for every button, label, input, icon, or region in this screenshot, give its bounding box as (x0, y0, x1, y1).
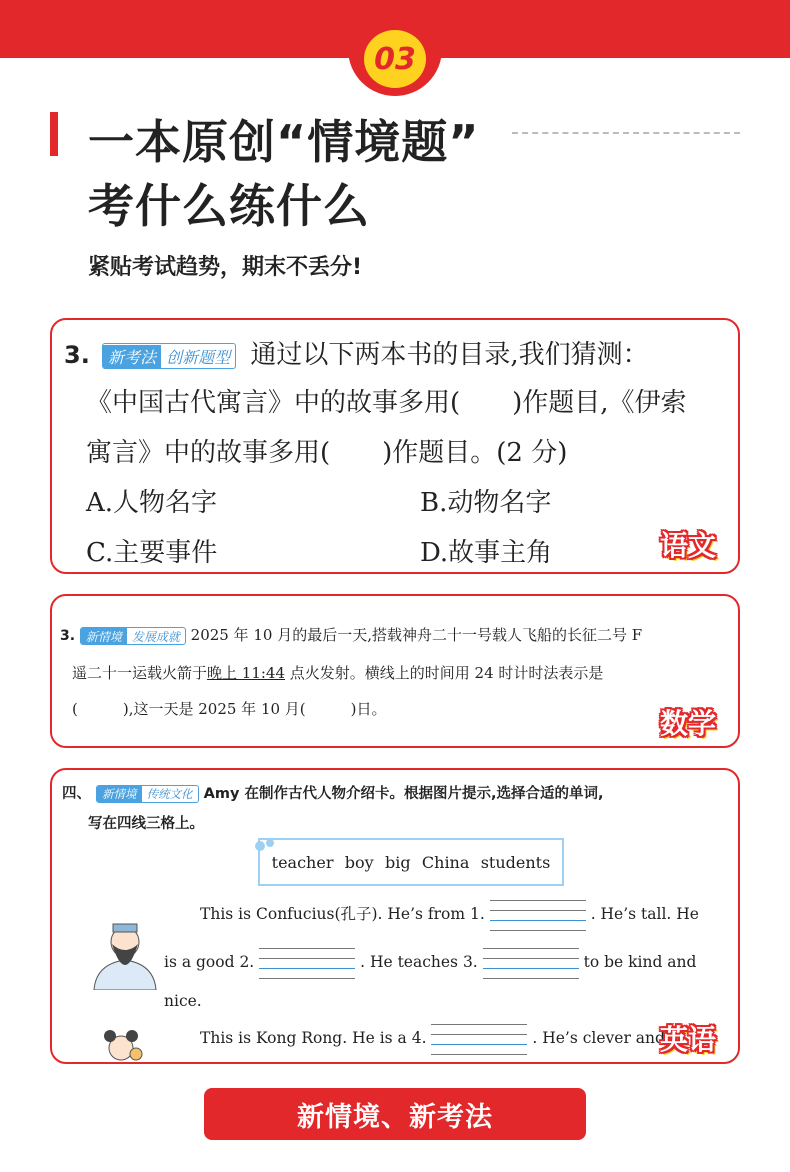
tag-right: 传统文化 (146, 787, 193, 801)
word-option: big (384, 852, 411, 872)
question-text-1: 2025 年 10 月的最后一天,搭载神舟二十一号载人飞船的长征二号 F (190, 626, 643, 644)
text-segment: 遥二十一运载火箭于 (72, 664, 208, 682)
question-text-3: 寓言》中的故事多用( )作题目。(2 分) (86, 438, 568, 468)
tag-right: 发展成就 (131, 629, 180, 644)
answer-blank-2[interactable] (259, 944, 355, 982)
question-number: 3. (60, 628, 76, 644)
answer-blank-1[interactable] (490, 896, 586, 934)
confucius-portrait-icon (88, 920, 162, 990)
sentence-text: . He’s clever and k (532, 1029, 680, 1047)
title-dashed-divider (512, 132, 740, 134)
word-option: China (421, 852, 470, 872)
english-question-card (50, 768, 740, 1064)
question-text-2: 写在四线三格上。 (88, 816, 204, 832)
sentence-text: to be kind and (583, 953, 697, 971)
question-tag (102, 343, 236, 369)
question-line (62, 782, 603, 803)
subject-label-chinese: 语文 (660, 529, 717, 562)
subject-label-english: 英语 (660, 1023, 717, 1056)
sentence-text: This is Confucius(孔子). He’s from 1. (200, 905, 485, 923)
math-question-card (50, 594, 740, 748)
new-context-button[interactable]: 新情境、新考法 (204, 1088, 586, 1140)
sentence-3: nice. (164, 992, 202, 1010)
title-accent-bar (50, 112, 58, 156)
question-tag (96, 785, 199, 803)
question-text-2 (72, 662, 603, 683)
tag-right: 创新题型 (166, 347, 231, 367)
option-d: D.故事主角 (420, 538, 553, 568)
page-subtitle: 紧贴考试趋势，期末不丢分! (88, 255, 363, 280)
page-title-line1: 一本原创“情境题” (88, 115, 480, 169)
word-bank (258, 838, 564, 886)
question-line (64, 334, 649, 371)
question-text-3: ( ),这一天是 2025 年 10 月( )日。 (72, 700, 387, 718)
question-number: 四、 (62, 786, 91, 802)
tag-left: 新考法 (103, 345, 161, 368)
number-badge: 03 (364, 30, 426, 88)
flower-decoration-icon (252, 836, 278, 856)
sentence-text: . He teaches 3. (360, 953, 478, 971)
page-title-line2: 考什么练什么 (88, 179, 370, 233)
kong-rong-portrait-icon (98, 1028, 144, 1062)
underlined-time: 晚上 11:44 (207, 664, 286, 682)
question-tag (80, 627, 186, 645)
word-option: boy (344, 852, 374, 872)
sentence-4 (200, 1020, 679, 1058)
answer-blank-3[interactable] (483, 944, 579, 982)
tag-left: 新情境 (97, 786, 142, 802)
sentence-text: . He’s tall. He (590, 905, 699, 923)
sentence-1 (200, 896, 699, 934)
sentence-2 (164, 944, 696, 982)
question-text-1: Amy 在制作古代人物介绍卡。根据图片提示,选择合适的单词, (203, 786, 604, 802)
word-option: teacher (271, 852, 334, 872)
text-segment: 点火发射。横线上的时间用 24 时计时法表示是 (285, 664, 604, 682)
option-a: A.人物名字 (86, 488, 218, 518)
question-text-1: 通过以下两本书的目录,我们猜测： (250, 340, 649, 370)
answer-blank-4[interactable] (431, 1020, 527, 1058)
sentence-text: is a good 2. (164, 953, 255, 971)
subject-label-math: 数学 (660, 707, 717, 740)
question-text-2: 《中国古代寓言》中的故事多用( )作题目,《伊索 (86, 388, 687, 418)
option-c: C.主要事件 (86, 538, 218, 568)
question-number: 3. (64, 341, 90, 369)
tag-left: 新情境 (81, 628, 127, 645)
sentence-text: This is Kong Rong. He is a 4. (200, 1029, 427, 1047)
chinese-question-card (50, 318, 740, 574)
question-line (60, 624, 642, 645)
option-b: B.动物名字 (420, 488, 552, 518)
word-option: students (480, 852, 551, 872)
